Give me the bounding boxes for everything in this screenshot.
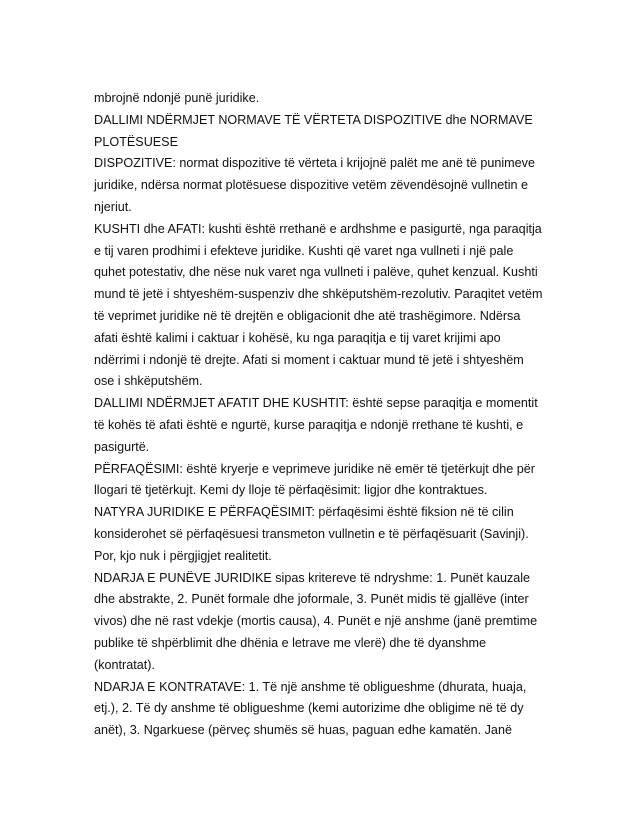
text-line: (kontratat). (94, 657, 155, 672)
text-line: e tij varen prodhimi i efekteve juridike. Kushti që varet nga vullneti i një pale (94, 243, 514, 258)
text-line: anët), 3. Ngarkuese (përveç shumës së huas, paguan edhe kamatën. Janë (94, 723, 512, 738)
text-line: quhet potestativ, dhe nëse nuk varet nga vullneti i palëve, quhet kenzual. Kushti (94, 265, 538, 280)
section-heading: PLOTËSUESE (94, 134, 178, 149)
text-line: publike të shpërblimit dhe dhënia e letrave me vlerë) dhe të dyanshme (94, 635, 487, 650)
text-line: ose i shkëputshëm. (94, 374, 203, 389)
text-line: DALLIMI NDËRMJET AFATIT DHE KUSHTIT: është sepse paraqitja e momentit (94, 396, 538, 411)
text-line: dhe abstrakte, 2. Punët formale dhe joformale, 3. Punët midis të gjallëve (inter (94, 592, 529, 607)
text-line: afati është kalimi i caktuar i kohësë, ku nga paraqitja e tij varet krijimi apo (94, 330, 501, 345)
text-line: llogari të tjetërkujt. Kemi dy lloje të përfaqësimit: ligjor dhe kontraktues. (94, 483, 488, 498)
text-line: PËRFAQËSIMI: është kryerje e veprimeve juridike në emër të tjetërkujt dhe për (94, 461, 535, 476)
text-line: mund të jetë i shtyeshëm-suspenziv dhe shkëputshëm-rezolutiv. Paraqitet vetëm (94, 287, 543, 302)
text-line: DISPOZITIVE: normat dispozitive të vërteta i krijojnë palët me anë të punimeve (94, 156, 535, 171)
text-line: KUSHTI dhe AFATI: kushti është rrethanë e ardhshme e pasigurtë, nga paraqitja (94, 221, 542, 236)
text-line: juridike, ndërsa normat plotësuese dispozitive vetëm zëvendësojnë vullnetin e (94, 178, 529, 193)
text-line: të kohës të afati është e ngurtë, kurse paraqitja e ndonjë rrethane të kushti, e (94, 417, 524, 432)
text-line: pasigurtë. (94, 439, 150, 454)
text-line: konsiderohet së përfaqësuesi transmeton vullnetin e të përfaqësuarit (Savinji). (94, 526, 529, 541)
text-line: mbrojnë ndonjë punë juridike. (94, 91, 260, 105)
text-line: NATYRA JURIDIKE E PËRFAQËSIMIT: përfaqësimi është fiksion në të cilin (94, 505, 514, 520)
text-line: etj.), 2. Të dy anshme të obligueshme (kemi autorizime dhe obligime në të dy (94, 701, 524, 716)
text-line: njeriut. (94, 199, 132, 214)
text-line: NDARJA E KONTRATAVE: 1. Të një anshme të obligueshme (dhurata, huaja, (94, 679, 527, 694)
text-line: NDARJA E PUNËVE JURIDIKE sipas kritereve të ndryshme: 1. Punët kauzale (94, 570, 531, 585)
text-line: të veprimet juridike në të drejtën e obligacionit dhe atë trashëgimore. Ndërsa (94, 308, 521, 323)
text-line: ndërrimi i ndonjë të drejte. Afati si moment i caktuar mund të jetë i shtyeshëm (94, 352, 524, 367)
document-text (94, 88, 554, 742)
text-line: Por, kjo nuk i përgjigjet realitetit. (94, 548, 272, 563)
section-heading: DALLIMI NDËRMJET NORMAVE TË VËRTETA DISPOZITIVE dhe NORMAVE (94, 112, 533, 127)
text-line: vivos) dhe në rast vdekje (mortis causa), 4. Punët e një anshme (janë premtime (94, 614, 538, 629)
